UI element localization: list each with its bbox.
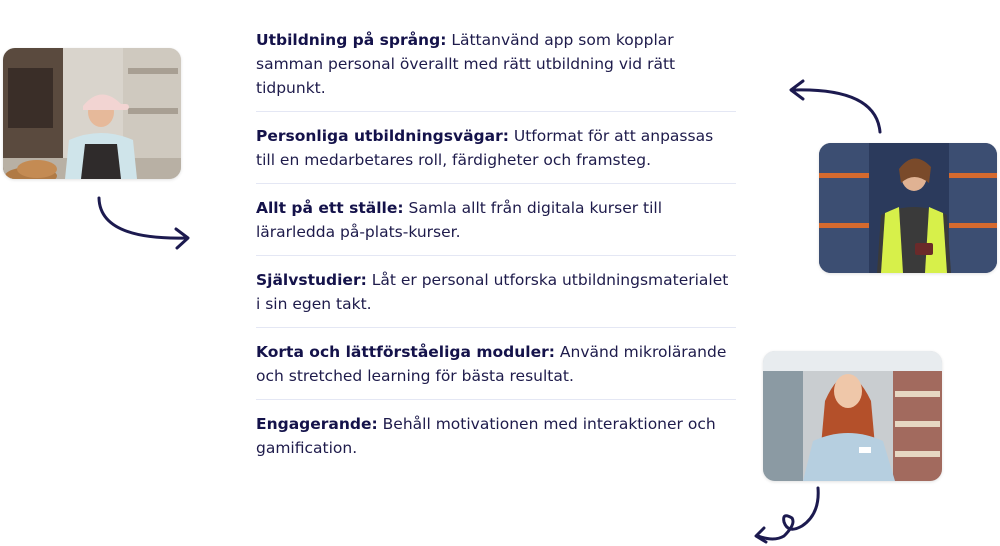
feature-description: Utformat för att anpassas till en medarbetares roll, färdigheter och framsteg. — [256, 127, 714, 169]
feature-description: Använd mikrolärande och stretched learning för bästa resultat. — [256, 343, 727, 385]
feature-description: Behåll motivationen med interaktioner och gamification. — [256, 415, 716, 457]
feature-item — [256, 268, 736, 328]
feature-title: Självstudier: — [256, 271, 367, 289]
warehouse-worker-photo — [819, 143, 997, 273]
arrow-loop-down-icon — [744, 484, 834, 546]
feature-title: Personliga utbildningsvägar: — [256, 127, 509, 145]
feature-description: Samla allt från digitala kurser till lärarledda på-plats-kurser. — [256, 199, 663, 241]
baker-photo — [3, 48, 181, 179]
feature-item — [256, 28, 736, 112]
feature-description: Lättanvänd app som kopplar samman personal överallt med rätt utbildning vid rätt tidpunkt. — [256, 31, 676, 97]
feature-item — [256, 340, 736, 400]
feature-list — [256, 28, 746, 483]
feature-item — [256, 412, 736, 471]
feature-item — [256, 196, 736, 256]
feature-title: Engagerande: — [256, 415, 378, 433]
arrow-down-right-icon — [90, 192, 200, 252]
arrow-up-left-icon — [784, 74, 894, 138]
feature-description: Låt er personal utforska utbildningsmaterialet i sin egen takt. — [256, 271, 729, 313]
feature-title: Allt på ett ställe: — [256, 199, 404, 217]
feature-title: Korta och lättförståeliga moduler: — [256, 343, 555, 361]
feature-item — [256, 124, 736, 184]
feature-title: Utbildning på språng: — [256, 31, 447, 49]
retail-worker-photo — [763, 351, 942, 481]
